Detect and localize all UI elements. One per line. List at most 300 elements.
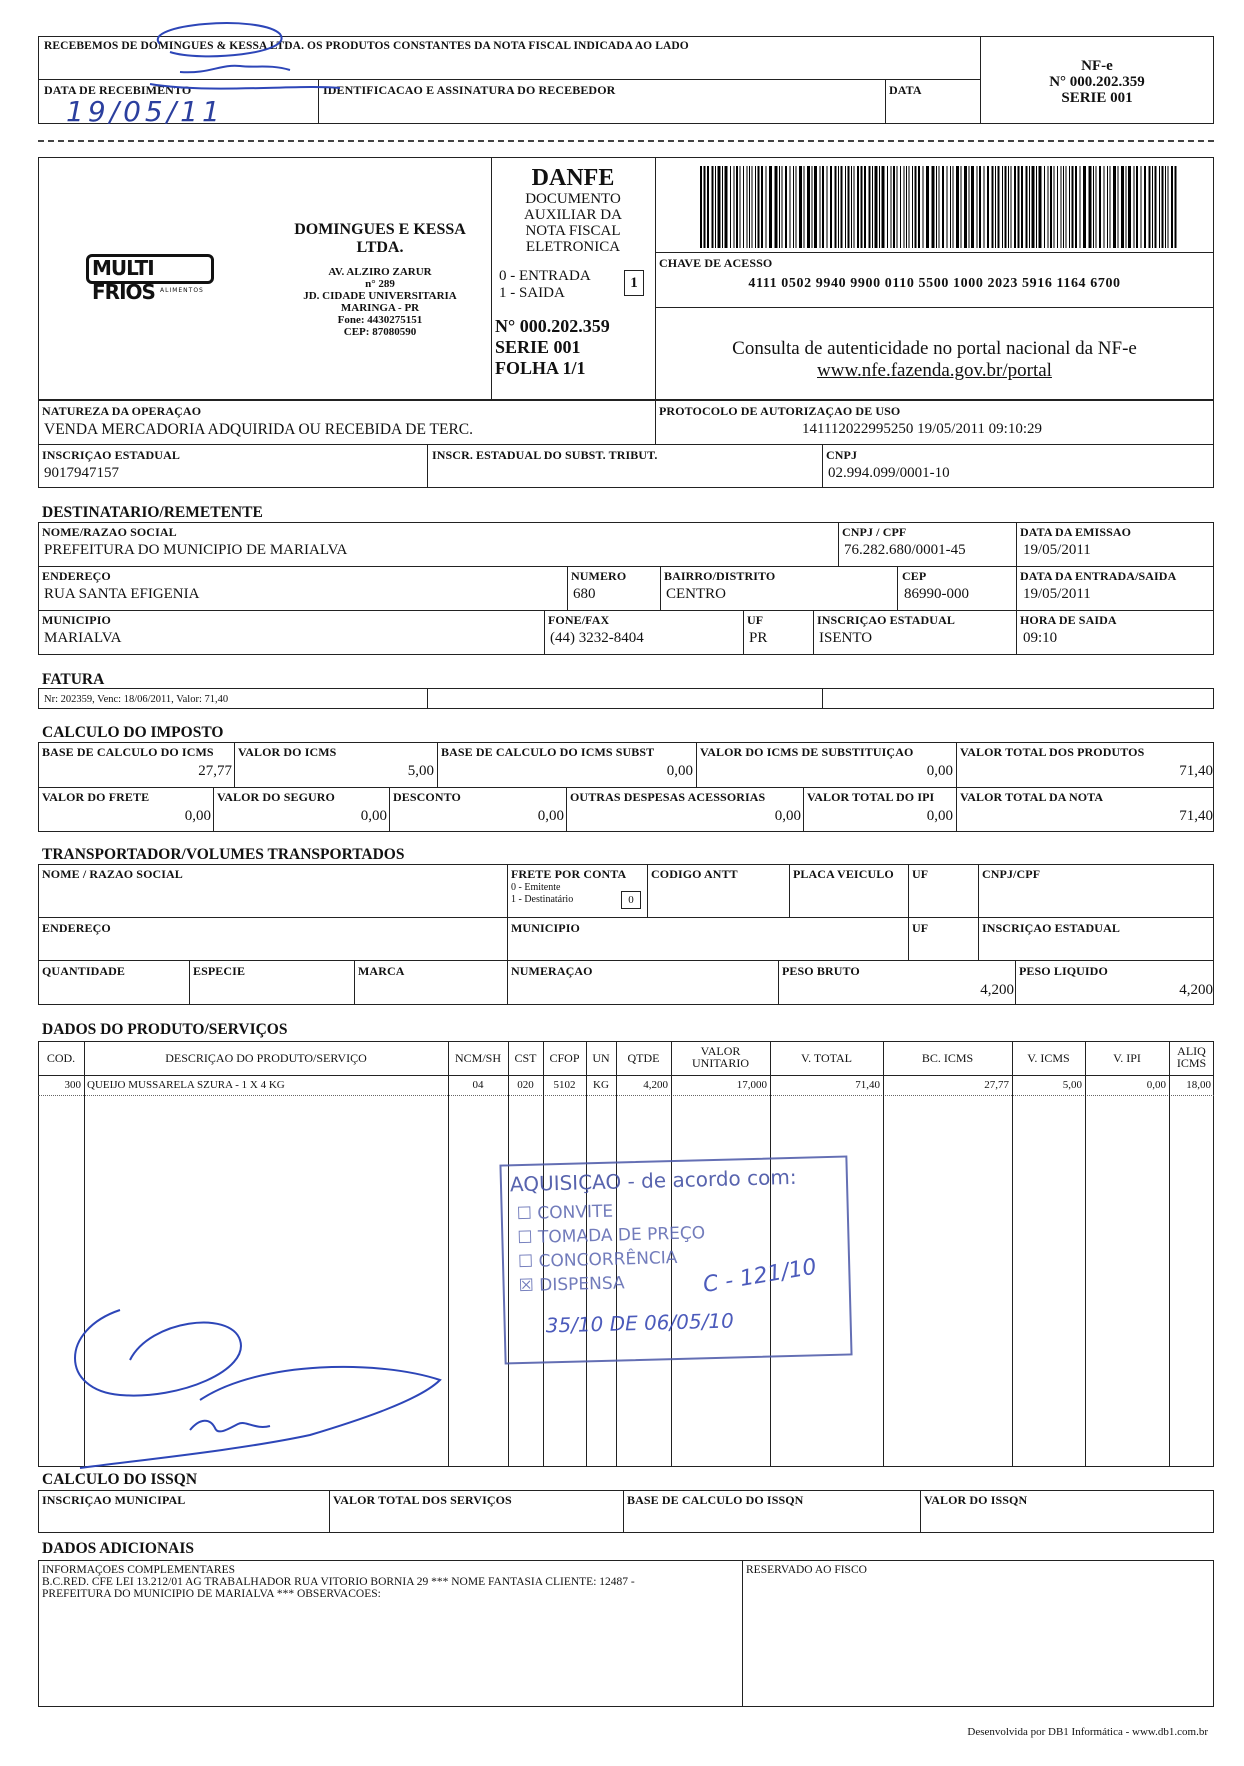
protocolo-label: PROTOCOLO DE AUTORIZAÇAO DE USO bbox=[659, 404, 901, 418]
produtos-cell-0-1: QUEIJO MUSSARELA SZURA - 1 X 4 KG bbox=[87, 1079, 285, 1091]
barcode-bar bbox=[830, 166, 832, 248]
bc-st-label: BASE DE CALCULO DO ICMS SUBST bbox=[441, 745, 655, 759]
produtos-header-11: V. IPI bbox=[1113, 1051, 1141, 1065]
issqn-v1 bbox=[329, 1490, 330, 1533]
dest-nome-label: NOME/RAZAO SOCIAL bbox=[42, 525, 177, 539]
barcode-bar bbox=[904, 166, 905, 248]
identificacao-label: IDENTIFICACAO E ASSINATURA DO RECEBEDOR bbox=[323, 83, 616, 97]
danfe-folha: FOLHA 1/1 bbox=[495, 358, 586, 378]
header-hdivider2 bbox=[655, 307, 1214, 308]
emitente-addr2: n° 289 bbox=[365, 278, 395, 290]
dest-cep-label: CEP bbox=[902, 569, 927, 583]
barcode-bar bbox=[743, 166, 744, 248]
emitente-addr4: MARINGA - PR bbox=[340, 302, 420, 314]
imposto-section: CALCULO DO IMPOSTO bbox=[42, 724, 224, 741]
barcode-bar bbox=[1136, 166, 1138, 248]
dest-fone-value: (44) 3232-8404 bbox=[550, 630, 644, 646]
transp-frete-opt1: 0 - Emitente bbox=[511, 882, 561, 893]
barcode-bar bbox=[1110, 166, 1111, 248]
barcode-bar bbox=[1113, 166, 1116, 248]
imp-v3 bbox=[696, 742, 697, 787]
footer-credit: Desenvolvida por DB1 Informática - www.db1.com.br bbox=[967, 1726, 1208, 1738]
danfe-title: DANFE bbox=[531, 165, 615, 191]
transp-ie-label: INSCRIÇAO ESTADUAL bbox=[982, 921, 1120, 935]
stamp-line4-text: CONCORRÊNCIA bbox=[538, 1247, 678, 1272]
barcode-bar bbox=[704, 166, 706, 248]
barcode-bar bbox=[1021, 166, 1023, 248]
barcode-bar bbox=[1089, 166, 1092, 248]
barcode-bar bbox=[1126, 166, 1127, 248]
barcode-bar bbox=[1008, 166, 1009, 248]
barcode-bar bbox=[857, 166, 859, 248]
danfe-tipo-box: 1 bbox=[624, 270, 644, 296]
barcode-bar bbox=[766, 166, 767, 248]
barcode-bar bbox=[782, 166, 783, 248]
total-prod-value: 71,40 bbox=[1179, 763, 1213, 779]
header-hdivider1 bbox=[655, 252, 1214, 253]
barcode-bar bbox=[1002, 166, 1003, 248]
imp-v6 bbox=[389, 787, 390, 832]
produtos-header-8: V. TOTAL bbox=[800, 1051, 853, 1065]
produtos-header-4: CFOP bbox=[549, 1051, 580, 1065]
transp-uf2-label: UF bbox=[912, 921, 929, 935]
barcode-bar bbox=[841, 166, 843, 248]
barcode-bar bbox=[897, 166, 898, 248]
dest-numero-value: 680 bbox=[573, 586, 596, 602]
barcode-bar bbox=[882, 166, 885, 248]
barcode-bar bbox=[1093, 166, 1094, 248]
total-nota-value: 71,40 bbox=[1179, 808, 1213, 824]
barcode-bar bbox=[950, 166, 951, 248]
stamp-handwritten-date: 35/10 DE 06/05/10 bbox=[545, 1308, 735, 1338]
danfe-entrada: 0 - ENTRADA bbox=[499, 268, 591, 284]
danfe-number-block bbox=[495, 316, 610, 379]
ipi-value: 0,00 bbox=[926, 808, 953, 824]
danfe-block bbox=[491, 165, 655, 255]
barcode-bar bbox=[1018, 166, 1020, 248]
issqn-valor-label: VALOR DO ISSQN bbox=[924, 1493, 1028, 1507]
dest-hora-value: 09:10 bbox=[1023, 630, 1058, 646]
logo-sub: ALIMENTOS bbox=[160, 287, 204, 294]
barcode-bar bbox=[1029, 166, 1030, 248]
total-prod-label: VALOR TOTAL DOS PRODUTOS bbox=[960, 745, 1145, 759]
operacao-hdivider bbox=[38, 444, 1214, 445]
barcode-bar bbox=[936, 166, 937, 248]
barcode-bar bbox=[779, 166, 780, 248]
transp-numeracao-label: NUMERAÇAO bbox=[511, 964, 593, 978]
frete-label: VALOR DO FRETE bbox=[42, 790, 150, 804]
issqn-box bbox=[38, 1490, 1214, 1533]
dest-v2 bbox=[1016, 522, 1017, 655]
barcode-bar bbox=[1152, 166, 1153, 248]
acquisition-stamp bbox=[499, 1155, 852, 1364]
barcode-bar bbox=[851, 166, 852, 248]
barcode-bar bbox=[758, 166, 760, 248]
emitente-address bbox=[280, 266, 480, 338]
barcode-bar bbox=[926, 166, 929, 248]
signature bbox=[60, 1300, 460, 1470]
barcode-bar bbox=[1118, 166, 1119, 248]
dest-hdivider2 bbox=[38, 610, 1214, 611]
barcode-bar bbox=[1066, 166, 1067, 248]
barcode-bar bbox=[804, 166, 805, 248]
barcode-bar bbox=[1175, 166, 1177, 248]
adicionais-info-line2: PREFEITURA DO MUNICIPIO DE MARIALVA *** OBSERVACOES: bbox=[42, 1588, 381, 1600]
protocolo-value: 141112022995250 19/05/2011 09:10:29 bbox=[802, 421, 1042, 437]
dest-emissao-label: DATA DA EMISSAO bbox=[1020, 525, 1132, 539]
barcode-bar bbox=[854, 166, 855, 248]
issqn-v3 bbox=[920, 1490, 921, 1533]
barcode-bar bbox=[947, 166, 948, 248]
transp-v5 bbox=[978, 864, 979, 960]
barcode-bar bbox=[827, 166, 828, 248]
produtos-col-divider bbox=[1012, 1041, 1013, 1467]
icms-st-label: VALOR DO ICMS DE SUBSTITUIÇAO bbox=[700, 745, 914, 759]
transp-placa-label: PLACA VEICULO bbox=[793, 867, 894, 881]
transp-endereco-label: ENDEREÇO bbox=[42, 921, 111, 935]
issqn-servicos-label: VALOR TOTAL DOS SERVIÇOS bbox=[333, 1493, 512, 1507]
stamp-line3: ☐ TOMADA DE PREÇO bbox=[517, 1223, 706, 1249]
danfe-numero: N° 000.202.359 bbox=[495, 316, 610, 336]
transp-peso-bruto-value: 4,200 bbox=[980, 982, 1014, 998]
imp-v8 bbox=[803, 787, 804, 832]
barcode-bar bbox=[785, 166, 787, 248]
produtos-header-1: DESCRIÇAO DO PRODUTO/SERVIÇO bbox=[165, 1051, 367, 1065]
barcode-bar bbox=[718, 166, 721, 248]
consulta-line1: Consulta de autenticidade no portal nacional da NF-e bbox=[732, 338, 1137, 359]
barcode-bar bbox=[942, 166, 944, 248]
barcode-bar bbox=[1057, 166, 1058, 248]
transp-peso-bruto-label: PESO BRUTO bbox=[782, 964, 860, 978]
transp-cnpj-label: CNPJ/CPF bbox=[982, 867, 1041, 881]
produtos-header-12: ALIQ ICMS bbox=[1176, 1044, 1207, 1070]
barcode-bar bbox=[1159, 166, 1160, 248]
barcode-bar bbox=[715, 166, 716, 248]
barcode-bar bbox=[736, 166, 738, 248]
transp-v6 bbox=[189, 960, 190, 1005]
barcode-bar bbox=[1054, 166, 1055, 248]
produtos-header-2: NCM/SH bbox=[454, 1051, 501, 1065]
barcode-bar bbox=[725, 166, 728, 248]
barcode-bar bbox=[1075, 166, 1077, 248]
icms-value: 5,00 bbox=[407, 763, 434, 779]
operacao-vdivider2 bbox=[427, 444, 428, 488]
dest-hora-label: HORA DE SAIDA bbox=[1020, 613, 1117, 627]
barcode-bar bbox=[1149, 166, 1151, 248]
adicionais-v1 bbox=[742, 1560, 743, 1707]
barcode-bar bbox=[838, 166, 839, 248]
stamp-handwritten-code: C - 121/10 bbox=[701, 1254, 819, 1299]
barcode-bar bbox=[1039, 166, 1042, 248]
transp-uf-label: UF bbox=[912, 867, 929, 881]
barcode-bar bbox=[775, 166, 778, 248]
stamp-line4: ☐ CONCORRÊNCIA bbox=[517, 1247, 678, 1273]
transp-peso-liquido-value: 4,200 bbox=[1179, 982, 1213, 998]
dest-bairro-label: BAIRRO/DISTRITO bbox=[664, 569, 776, 583]
produtos-cell-0-10: 5,00 bbox=[1062, 1079, 1082, 1091]
adicionais-info-line1: B.C.RED. CFE LEI 13.212/01 AG TRABALHADOR RUA VITORIO BORNIA 29 *** NOME FANTASIA CLIENTE: 12487 - bbox=[42, 1576, 635, 1588]
transp-quantidade-label: QUANTIDADE bbox=[42, 964, 126, 978]
transp-v7 bbox=[354, 960, 355, 1005]
imposto-hdivider bbox=[38, 787, 1214, 788]
barcode-bar bbox=[909, 166, 910, 248]
transp-especie-label: ESPECIE bbox=[193, 964, 246, 978]
dest-entrada-label: DATA DA ENTRADA/SAIDA bbox=[1020, 569, 1177, 583]
desconto-label: DESCONTO bbox=[393, 790, 461, 804]
icms-st-value: 0,00 bbox=[926, 763, 953, 779]
dest-uf-value: PR bbox=[749, 630, 768, 646]
dest-municipio-label: MUNICIPIO bbox=[42, 613, 111, 627]
barcode-bar bbox=[1036, 166, 1037, 248]
barcode-bar bbox=[875, 166, 878, 248]
barcode-bar bbox=[923, 166, 924, 248]
barcode-bar bbox=[1096, 166, 1097, 248]
outras-value: 0,00 bbox=[774, 808, 801, 824]
barcode-bar bbox=[872, 166, 873, 248]
fatura-section: FATURA bbox=[42, 671, 105, 688]
emitente-name-line2: LTDA. bbox=[356, 239, 404, 256]
produtos-cell-0-11: 0,00 bbox=[1146, 1079, 1166, 1091]
barcode-bar bbox=[1121, 166, 1124, 248]
transp-v9 bbox=[1015, 960, 1016, 1005]
dest-hdivider1 bbox=[38, 566, 1214, 567]
produtos-cell-0-7: 17,000 bbox=[736, 1079, 767, 1091]
barcode-bar bbox=[977, 166, 978, 248]
produtos-cell-0-0: 300 bbox=[64, 1079, 81, 1091]
canhoto-received-text: RECEBEMOS DE DOMINGUES & KESSA LTDA. OS PRODUTOS CONSTANTES DA NOTA FISCAL INDICADA AO LADO bbox=[44, 40, 689, 52]
barcode-bar bbox=[1128, 166, 1131, 248]
adicionais-info bbox=[42, 1564, 635, 1600]
barcode-bar bbox=[747, 166, 748, 248]
barcode-bar bbox=[1134, 166, 1135, 248]
barcode-bar bbox=[969, 166, 970, 248]
stamp-line2: ☐ CONVITE bbox=[516, 1201, 614, 1225]
barcode bbox=[700, 166, 1180, 250]
produtos-cell-0-9: 27,77 bbox=[984, 1079, 1009, 1091]
ie-value: 9017947157 bbox=[44, 465, 119, 481]
barcode-bar bbox=[752, 166, 753, 248]
barcode-bar bbox=[1044, 166, 1045, 248]
transp-v4 bbox=[908, 864, 909, 960]
emitente-name bbox=[280, 221, 480, 257]
adicionais-section: DADOS ADICIONAIS bbox=[42, 1540, 195, 1557]
danfe-l2: AUXILIAR DA bbox=[524, 207, 622, 223]
transp-v8 bbox=[778, 960, 779, 1005]
operacao-vdivider1 bbox=[655, 400, 656, 444]
barcode-bar bbox=[1171, 166, 1173, 248]
canhoto-vdivider3 bbox=[885, 79, 886, 124]
barcode-bar bbox=[845, 166, 846, 248]
dest-cnpj-value: 76.282.680/0001-45 bbox=[844, 542, 966, 558]
fatura-value: Nr: 202359, Venc: 18/06/2011, Valor: 71,40 bbox=[44, 694, 229, 705]
imp-v7 bbox=[566, 787, 567, 832]
barcode-bar bbox=[740, 166, 741, 248]
danfe-l3: NOTA FISCAL bbox=[525, 223, 621, 239]
dest-endereco-value: RUA SANTA EFIGENIA bbox=[44, 586, 200, 602]
barcode-bar bbox=[1063, 166, 1064, 248]
emitente-logo bbox=[86, 252, 218, 304]
barcode-bar bbox=[799, 166, 802, 248]
transp-peso-liquido-label: PESO LIQUIDO bbox=[1019, 964, 1108, 978]
emitente-cep: CEP: 87080590 bbox=[343, 326, 417, 338]
stamp-line2-text: CONVITE bbox=[537, 1201, 614, 1224]
barcode-bar bbox=[992, 166, 994, 248]
cnpj-value: 02.994.099/0001-10 bbox=[828, 465, 950, 481]
dest-v5 bbox=[897, 566, 898, 610]
barcode-bar bbox=[1155, 166, 1157, 248]
barcode-bar bbox=[749, 166, 750, 248]
barcode-bar bbox=[932, 166, 935, 248]
barcode-bar bbox=[1005, 166, 1007, 248]
bc-icms-label: BASE DE CALCULO DO ICMS bbox=[42, 745, 214, 759]
cnpj-label: CNPJ bbox=[826, 448, 858, 462]
operacao-vdivider3 bbox=[822, 444, 823, 488]
produtos-header-9: BC. ICMS bbox=[921, 1051, 974, 1065]
barcode-bar bbox=[769, 166, 772, 248]
barcode-bar bbox=[807, 166, 810, 248]
chave-value: 4111 0502 9940 9900 0110 5500 1000 2023 5916 1164 6700 bbox=[748, 276, 1121, 291]
barcode-bar bbox=[906, 166, 907, 248]
barcode-bar bbox=[900, 166, 901, 248]
barcode-bar bbox=[1048, 166, 1049, 248]
bc-st-value: 0,00 bbox=[666, 763, 693, 779]
dest-v3 bbox=[567, 566, 568, 610]
barcode-bar bbox=[987, 166, 989, 248]
icms-label: VALOR DO ICMS bbox=[238, 745, 337, 759]
desconto-value: 0,00 bbox=[537, 808, 564, 824]
emitente-addr1: AV. ALZIRO ZARUR bbox=[328, 266, 432, 278]
dest-v6 bbox=[544, 610, 545, 655]
barcode-bar bbox=[939, 166, 940, 248]
adicionais-fisco-label: RESERVADO AO FISCO bbox=[746, 1564, 867, 1576]
produtos-header-0: COD. bbox=[46, 1051, 76, 1065]
canhoto-nfe-title: NF-e bbox=[1081, 58, 1113, 74]
transp-municipio-label: MUNICIPIO bbox=[511, 921, 580, 935]
ipi-label: VALOR TOTAL DO IPI bbox=[807, 790, 935, 804]
dest-emissao-value: 19/05/2011 bbox=[1023, 542, 1091, 558]
produtos-cell-0-2: 04 bbox=[472, 1079, 484, 1091]
adicionais-info-label: INFORMAÇOES COMPLEMENTARES bbox=[42, 1564, 236, 1576]
barcode-bar bbox=[971, 166, 974, 248]
data-label: DATA bbox=[889, 83, 922, 97]
imp-v5 bbox=[213, 787, 214, 832]
emitente-name-line1: DOMINGUES E KESSA bbox=[294, 221, 466, 238]
danfe-l1: DOCUMENTO bbox=[525, 191, 621, 207]
transp-marca-label: MARCA bbox=[358, 964, 405, 978]
canhoto-signature bbox=[120, 14, 350, 94]
produtos-col-divider bbox=[1169, 1041, 1170, 1467]
produtos-header-3: CST bbox=[514, 1051, 537, 1065]
ie-label: INSCRIÇAO ESTADUAL bbox=[42, 448, 180, 462]
barcode-bar bbox=[796, 166, 797, 248]
transp-frete-opt2: 1 - Destinatário bbox=[511, 894, 574, 905]
dest-numero-label: NUMERO bbox=[571, 569, 627, 583]
barcode-bar bbox=[861, 166, 863, 248]
barcode-bar bbox=[956, 166, 959, 248]
chave-label: CHAVE DE ACESSO bbox=[659, 256, 773, 270]
produtos-cell-0-5: KG bbox=[593, 1079, 609, 1091]
dest-nome-value: PREFEITURA DO MUNICIPIO DE MARIALVA bbox=[44, 542, 348, 558]
emitente-addr3: JD. CIDADE UNIVERSITARIA bbox=[303, 290, 457, 302]
barcode-bar bbox=[953, 166, 954, 248]
barcode-bar bbox=[1072, 166, 1074, 248]
barcode-bar bbox=[790, 166, 791, 248]
barcode-bar bbox=[1032, 166, 1035, 248]
transp-v2 bbox=[647, 864, 648, 917]
produtos-header-10: V. ICMS bbox=[1027, 1051, 1070, 1065]
barcode-bar bbox=[1050, 166, 1052, 248]
cut-line bbox=[38, 140, 1214, 142]
fatura-v1 bbox=[427, 688, 428, 709]
barcode-bar bbox=[1080, 166, 1081, 248]
consulta-link[interactable]: www.nfe.fazenda.gov.br/portal bbox=[817, 360, 1052, 381]
barcode-bar bbox=[1014, 166, 1016, 248]
barcode-bar bbox=[864, 166, 866, 248]
barcode-bar bbox=[869, 166, 871, 248]
natureza-label: NATUREZA DA OPERAÇAO bbox=[42, 404, 202, 418]
barcode-bar bbox=[712, 166, 714, 248]
dest-bairro-value: CENTRO bbox=[666, 586, 726, 602]
produtos-cell-0-6: 4,200 bbox=[643, 1079, 668, 1091]
dest-ie-value: ISENTO bbox=[819, 630, 873, 646]
canhoto-nfe-number: N° 000.202.359 bbox=[1049, 74, 1145, 90]
data-recebimento-label: DATA DE RECEBIMENTO bbox=[44, 83, 192, 97]
logo-text: MULTI FRIOS bbox=[92, 256, 155, 304]
barcode-bar bbox=[979, 166, 981, 248]
barcode-bar bbox=[730, 166, 731, 248]
barcode-bar bbox=[700, 166, 702, 248]
canhoto-nfe-serie: SERIE 001 bbox=[1061, 90, 1133, 106]
transp-frete-value-box: 0 bbox=[621, 891, 641, 909]
consulta-block bbox=[655, 338, 1214, 382]
barcode-bar bbox=[984, 166, 985, 248]
barcode-bar bbox=[961, 166, 962, 248]
seguro-label: VALOR DO SEGURO bbox=[217, 790, 335, 804]
stamp-line3-text: TOMADA DE PREÇO bbox=[537, 1223, 706, 1248]
danfe-saida: 1 - SAIDA bbox=[499, 285, 565, 301]
barcode-bar bbox=[734, 166, 735, 248]
transp-frete-label: FRETE POR CONTA bbox=[511, 867, 627, 881]
barcode-bar bbox=[722, 166, 723, 248]
stamp-line5: ☒ DISPENSA bbox=[518, 1273, 625, 1297]
danfe-serie: SERIE 001 bbox=[495, 337, 581, 357]
outras-label: OUTRAS DESPESAS ACESSORIAS bbox=[570, 790, 766, 804]
produtos-cell-0-4: 5102 bbox=[553, 1079, 576, 1091]
produtos-header-6: QTDE bbox=[627, 1051, 660, 1065]
bc-icms-value: 27,77 bbox=[198, 763, 232, 779]
barcode-bar bbox=[822, 166, 824, 248]
danfe-l4: ELETRONICA bbox=[525, 239, 621, 255]
dest-cep-value: 86990-000 bbox=[904, 586, 969, 602]
barcode-bar bbox=[998, 166, 1000, 248]
issqn-bc-label: BASE DE CALCULO DO ISSQN bbox=[627, 1493, 804, 1507]
dest-v4 bbox=[660, 566, 661, 610]
produtos-cell-0-12: 18,00 bbox=[1186, 1079, 1211, 1091]
data-recebimento-handwritten: 19/05/11 bbox=[66, 95, 224, 128]
produtos-header-7: VALOR UNITARIO bbox=[691, 1044, 750, 1070]
dest-uf-label: UF bbox=[747, 613, 764, 627]
barcode-bar bbox=[1061, 166, 1062, 248]
barcode-bar bbox=[915, 166, 917, 248]
natureza-value: VENDA MERCADORIA ADQUIRIDA OU RECEBIDA DE TERC. bbox=[44, 421, 473, 438]
barcode-bar bbox=[793, 166, 794, 248]
barcode-bar bbox=[1144, 166, 1146, 248]
produtos-row-divider bbox=[38, 1095, 1214, 1096]
imp-v2 bbox=[437, 742, 438, 787]
barcode-bar bbox=[1165, 166, 1166, 248]
dest-endereco-label: ENDEREÇO bbox=[42, 569, 111, 583]
emitente-fone: Fone: 4430275151 bbox=[337, 314, 423, 326]
